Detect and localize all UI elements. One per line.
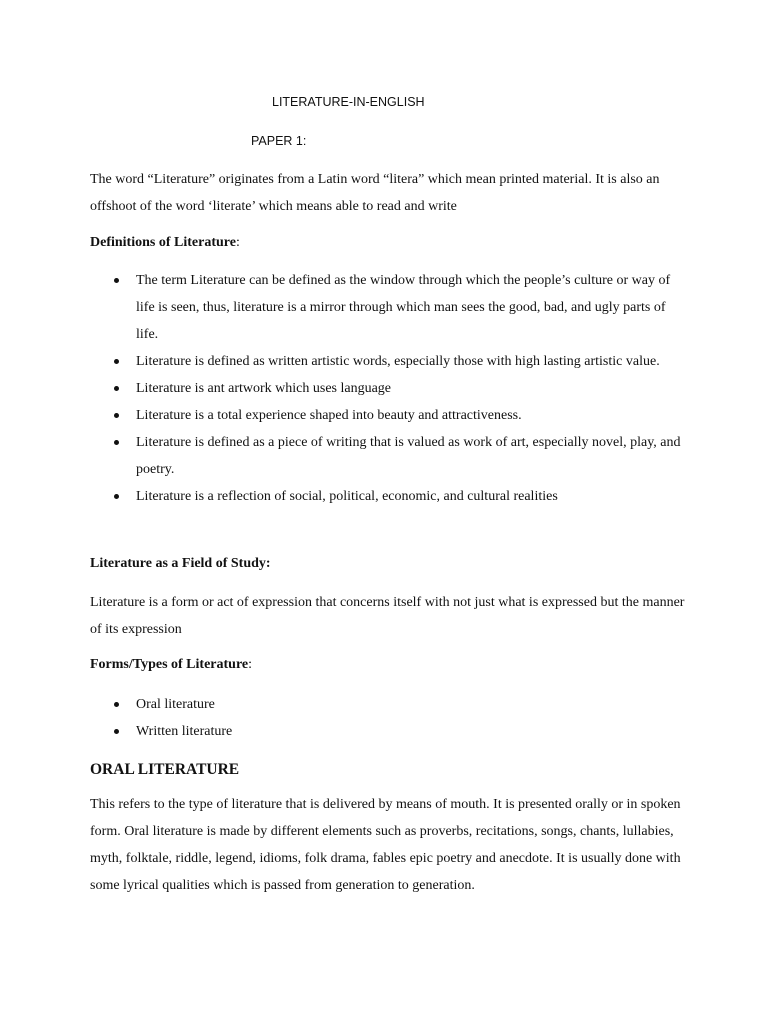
list-item: Literature is defined as written artistic words, especially those with high lasting artistic value. bbox=[90, 348, 690, 375]
list-item: The term Literature can be defined as the window through which the people’s culture or way of life is seen, thus, literature is a mirror through which man sees the good, bad, and ugly parts of life. bbox=[90, 267, 690, 348]
field-of-study-paragraph: Literature is a form or act of expression that concerns itself with not just what is expressed but the manner of its expression bbox=[90, 595, 685, 637]
intro-paragraph: The word “Literature” originates from a Latin word “litera” which mean printed material. It is also an offshoot of the word ‘literate’ which means able to read and write bbox=[90, 172, 660, 214]
list-item: Literature is defined as a piece of writing that is valued as work of art, especially novel, play, and poetry. bbox=[90, 429, 690, 483]
forms-heading bbox=[90, 657, 252, 673]
definitions-heading-text: Definitions of Literature bbox=[90, 235, 236, 250]
list-item: Literature is a reflection of social, political, economic, and cultural realities bbox=[90, 483, 690, 510]
definitions-heading bbox=[90, 235, 240, 251]
list-item: Literature is ant artwork which uses language bbox=[90, 375, 690, 402]
paper-label: PAPER 1: bbox=[251, 134, 307, 148]
oral-literature-paragraph: This refers to the type of literature that is delivered by means of mouth. It is presented orally or in spoken form. Oral literature is made by different elements such as proverbs, recitations, songs, chants, lullabies, myth, folktale, riddle, legend, idioms, folk drama, fables epic poetry and anecdote. It is usually done with some lyrical qualities which is passed from generation to generation. bbox=[90, 797, 681, 893]
document-title: LITERATURE-IN-ENGLISH bbox=[272, 95, 425, 109]
oral-literature-heading: ORAL LITERATURE bbox=[90, 761, 240, 778]
forms-list bbox=[90, 691, 690, 745]
list-item: Oral literature bbox=[90, 691, 690, 718]
forms-heading-colon: : bbox=[248, 657, 253, 672]
definitions-list bbox=[90, 267, 690, 510]
list-item: Literature is a total experience shaped into beauty and attractiveness. bbox=[90, 402, 690, 429]
forms-heading-text: Forms/Types of Literature bbox=[90, 657, 249, 672]
definitions-heading-colon: : bbox=[235, 235, 240, 250]
list-item: Written literature bbox=[90, 718, 690, 745]
field-of-study-heading: Literature as a Field of Study: bbox=[90, 556, 271, 571]
